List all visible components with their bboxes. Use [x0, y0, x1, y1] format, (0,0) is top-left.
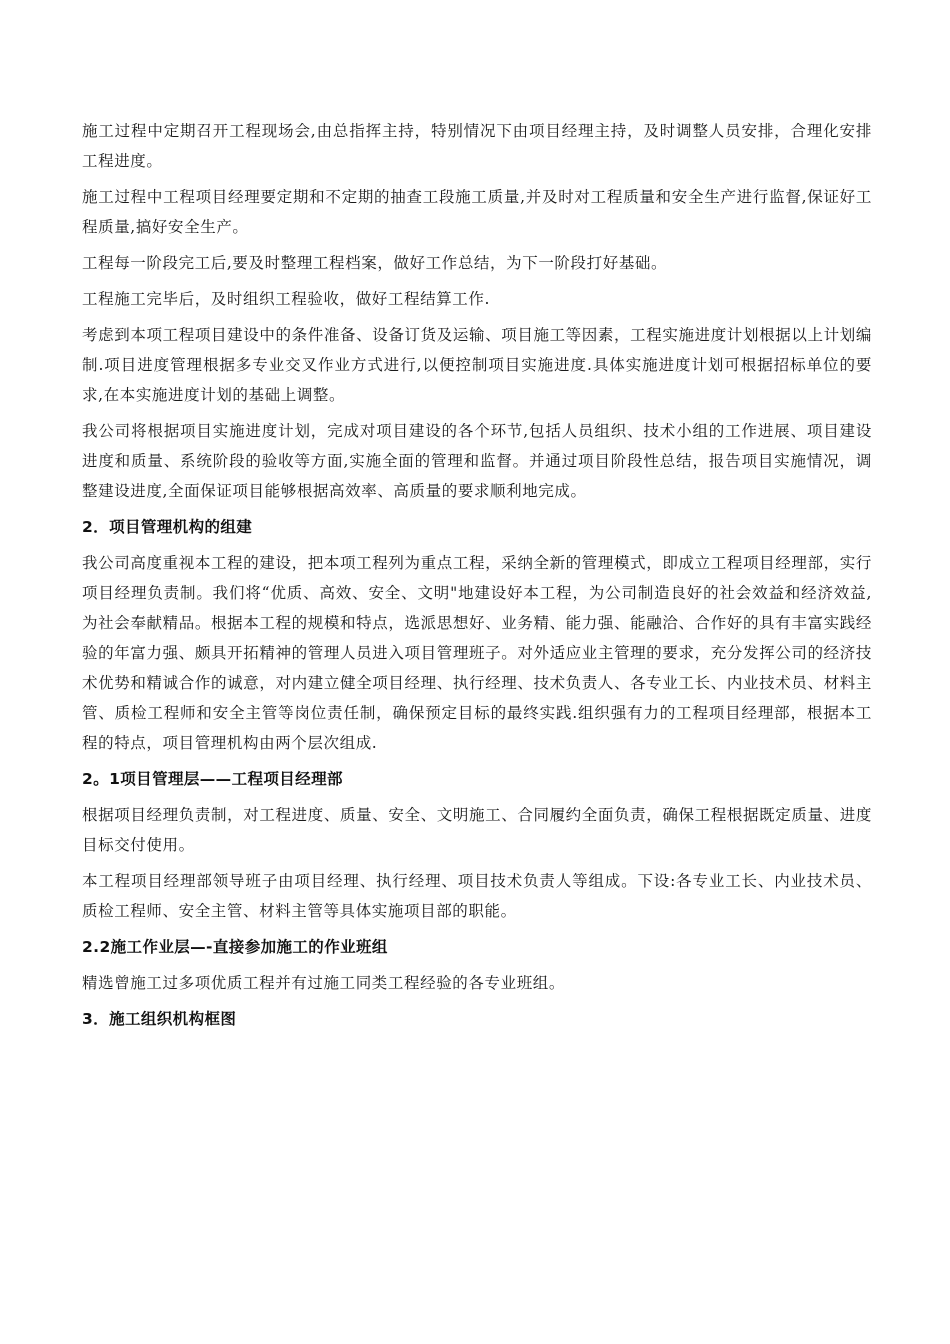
paragraph-management-supervision: 我公司将根据项目实施进度计划，完成对项目建设的各个环节,包括人员组织、技术小组的工作进展、项目建设进度和质量、系统阶段的验收等方面,实施全面的管理和监督。并通过项目阶段性总结，报告项目实施情况，调整建设进度,全面保证项目能够根据高效率、高质量的要求顺利地完成。 — [82, 422, 872, 500]
document-body — [82, 116, 872, 1040]
paragraph-schedule-plan: 考虑到本项工程项目建设中的条件准备、设备订货及运输、项目施工等因素，工程实施进度计划根据以上计划编制.项目进度管理根据多专业交叉作业方式进行,以便控制项目实施进度.具体实施进度计划可根据招标单位的要求,在本实施进度计划的基础上调整。 — [82, 326, 872, 404]
paragraph-site-meetings: 施工过程中定期召开工程现场会,由总指挥主持，特别情况下由项目经理主持，及时调整人员安排，合理化安排工程进度。 — [82, 122, 872, 170]
paragraph-work-teams: 精选曾施工过多项优质工程并有过施工同类工程经验的各专业班组。 — [82, 974, 566, 992]
section-heading-2: 2．项目管理机构的组建 — [82, 518, 253, 536]
paragraph-acceptance: 工程施工完毕后，及时组织工程验收，做好工程结算工作. — [82, 290, 491, 308]
paragraph-organization: 我公司高度重视本工程的建设，把本项工程列为重点工程，采纳全新的管理模式，即成立工程项目经理部，实行项目经理负责制。我们将“优质、高效、安全、文明"地建设好本工程，为公司制造良好的社会效益和经济效益,为社会奉献精品。根据本工程的规模和特点，选派思想好、业务精、能力强、能融洽、合作好的具有丰富实践经验的年富力强、颇具开拓精神的管理人员进入项目管理班子。对外适应业主管理的要求，充分发挥公司的经济技术优势和精诚合作的诚意，对内建立健全项目经理、执行经理、技术负责人、各专业工长、内业技术员、材料主管、质检工程师和安全主管等岗位责任制，确保预定目标的最终实践.组织强有力的工程项目经理部，根据本工程的特点，项目管理机构由两个层次组成. — [82, 554, 872, 752]
section-heading-2-2: 2.2施工作业层—-直接参加施工的作业班组 — [82, 938, 388, 956]
section-heading-2-1: 2。1项目管理层——工程项目经理部 — [82, 770, 343, 788]
section-heading-3: 3．施工组织机构框图 — [82, 1010, 237, 1028]
paragraph-manager-responsibility: 根据项目经理负责制，对工程进度、质量、安全、文明施工、合同履约全面负责，确保工程根据既定质量、进度目标交付使用。 — [82, 806, 872, 854]
paragraph-quality-inspection: 施工过程中工程项目经理要定期和不定期的抽查工段施工质量,并及时对工程质量和安全生产进行监督,保证好工程质量,搞好安全生产。 — [82, 188, 872, 236]
paragraph-stage-archives: 工程每一阶段完工后,要及时整理工程档案，做好工作总结，为下一阶段打好基础。 — [82, 254, 668, 272]
paragraph-leadership-team: 本工程项目经理部领导班子由项目经理、执行经理、项目技术负责人等组成。下设:各专业工长、内业技术员、质检工程师、安全主管、材料主管等具体实施项目部的职能。 — [82, 872, 872, 920]
